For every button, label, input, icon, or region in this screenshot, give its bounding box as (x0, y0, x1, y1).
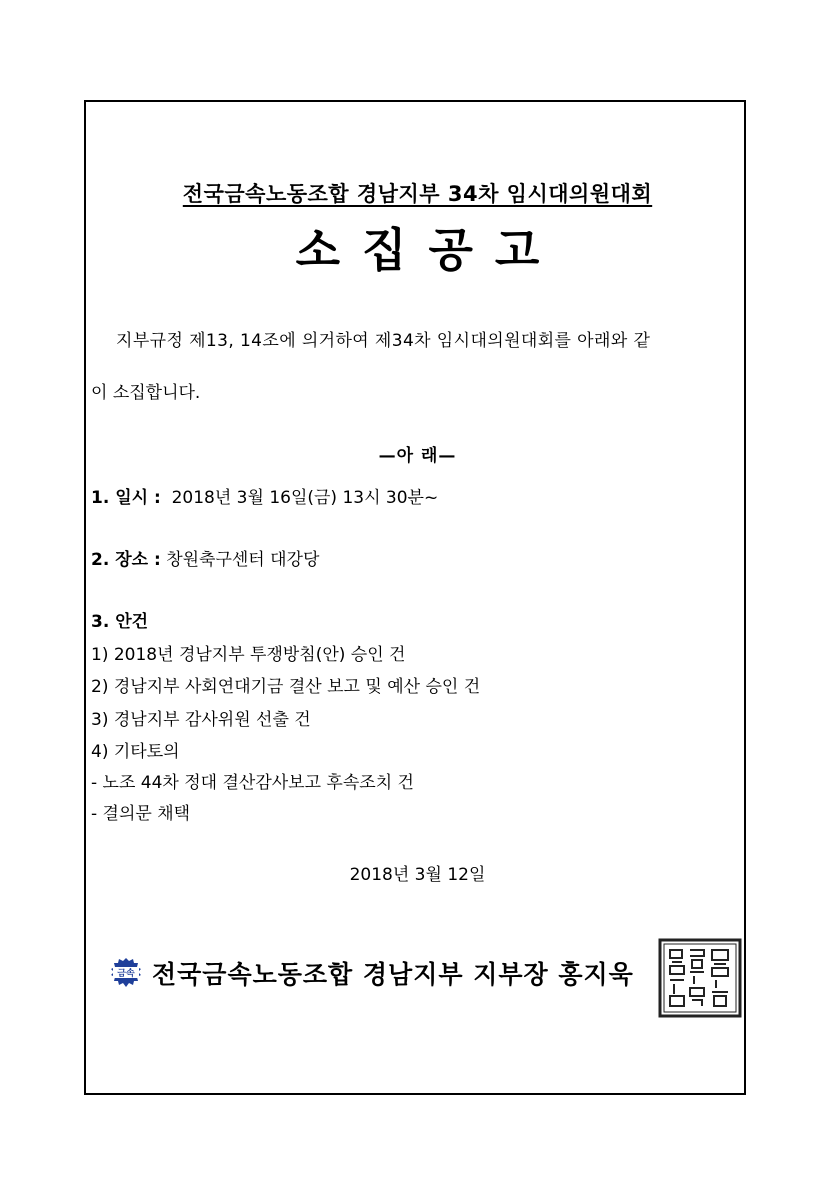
agenda-item: 3) 경남지부 감사위원 선출 건 (91, 710, 311, 730)
datetime-label: 1. 일시 : (91, 488, 161, 508)
signature-text: 전국금속노동조합 경남지부 지부장 홍지욱 (152, 960, 634, 989)
place-label: 2. 장소 : (91, 550, 161, 570)
agenda-item: 1) 2018년 경남지부 투쟁방침(안) 승인 건 (91, 645, 406, 665)
place-item (91, 545, 319, 570)
notice-heading: 소집공고 (295, 223, 562, 277)
place-value: 창원축구센터 대강당 (166, 550, 320, 570)
logo-text: 금속 (117, 969, 135, 979)
datetime-value: 2018년 3월 16일(금) 13시 30분~ (171, 488, 439, 508)
official-seal-icon (658, 938, 742, 1018)
agenda-label: 3. 안건 (91, 612, 149, 632)
section-divider-label: —아 래— (378, 446, 457, 466)
signature-line (108, 955, 634, 991)
intro-text-line-1: 지부규정 제13, 14조에 의거하여 제34차 임시대의원대회를 아래와 같 (116, 331, 651, 351)
agenda-item: - 노조 44차 정대 결산감사보고 후속조치 건 (91, 773, 414, 793)
intro-text-line-2: 이 소집합니다. (91, 383, 201, 403)
issue-date: 2018년 3월 12일 (349, 865, 486, 885)
datetime-item (91, 483, 438, 508)
agenda-item: - 결의문 채택 (91, 804, 191, 824)
agenda-item: 4) 기타토의 (91, 742, 180, 762)
document-title: 전국금속노동조합 경남지부 34차 임시대의원대회 (182, 182, 653, 206)
agenda-item: 2) 경남지부 사회연대기금 결산 보고 및 예산 승인 건 (91, 677, 481, 697)
union-logo-icon (108, 956, 144, 990)
